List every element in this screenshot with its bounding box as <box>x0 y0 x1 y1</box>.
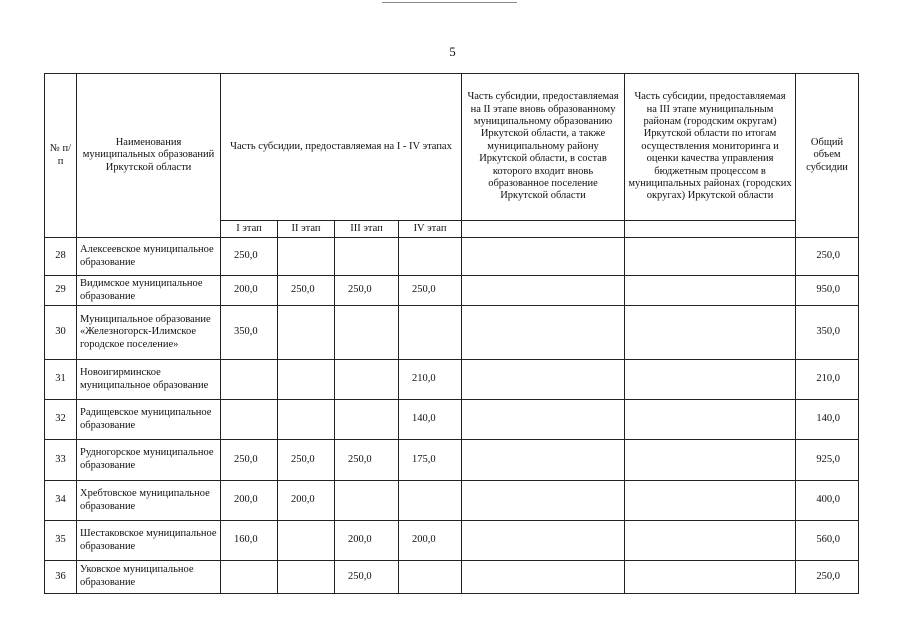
row-name: Рудногорское муниципальное образование <box>77 440 221 481</box>
row-new2 <box>462 400 625 440</box>
row-iii <box>625 238 796 276</box>
row-stage2 <box>278 521 335 561</box>
row-stage1: 160,0 <box>221 521 278 561</box>
header-stage-2: II этап <box>278 221 335 238</box>
table-row <box>45 440 859 481</box>
row-name: Уковское муниципальное образование <box>77 561 221 594</box>
row-num: 29 <box>45 276 77 306</box>
row-name: Видимское муниципальное образование <box>77 276 221 306</box>
row-stage3 <box>335 306 399 360</box>
row-total: 350,0 <box>796 306 859 360</box>
header-stages-group: Часть субсидии, предоставляемая на I - IV этапах <box>221 74 462 221</box>
row-name: Радищевское муниципальное образование <box>77 400 221 440</box>
row-stage4: 210,0 <box>399 360 462 400</box>
row-total: 140,0 <box>796 400 859 440</box>
row-stage3 <box>335 238 399 276</box>
row-name: Алексеевское муниципальное образование <box>77 238 221 276</box>
header-stage-1: I этап <box>221 221 278 238</box>
row-stage1: 250,0 <box>221 440 278 481</box>
row-total: 400,0 <box>796 481 859 521</box>
row-new2 <box>462 238 625 276</box>
row-name: Муниципальное образование «Железногорск-Илимское городское поселение» <box>77 306 221 360</box>
row-iii <box>625 360 796 400</box>
table-row <box>45 306 859 360</box>
table-row <box>45 360 859 400</box>
row-stage1 <box>221 561 278 594</box>
row-total: 560,0 <box>796 521 859 561</box>
table-row <box>45 276 859 306</box>
header-num: № п/п <box>45 74 77 238</box>
row-new2 <box>462 360 625 400</box>
row-new2 <box>462 306 625 360</box>
table-row <box>45 561 859 594</box>
row-iii <box>625 521 796 561</box>
row-num: 34 <box>45 481 77 521</box>
header-total: Общий объем субсидии <box>796 74 859 238</box>
row-stage1: 250,0 <box>221 238 278 276</box>
table-body <box>45 238 859 594</box>
row-stage4: 250,0 <box>399 276 462 306</box>
row-stage1: 200,0 <box>221 481 278 521</box>
row-stage2 <box>278 238 335 276</box>
row-stage4 <box>399 561 462 594</box>
row-iii <box>625 306 796 360</box>
row-new2 <box>462 276 625 306</box>
row-num: 32 <box>45 400 77 440</box>
row-iii <box>625 400 796 440</box>
row-stage3: 250,0 <box>335 561 399 594</box>
row-num: 30 <box>45 306 77 360</box>
row-stage1 <box>221 360 278 400</box>
row-stage2: 250,0 <box>278 276 335 306</box>
row-stage4: 175,0 <box>399 440 462 481</box>
row-stage3 <box>335 481 399 521</box>
table-row <box>45 481 859 521</box>
header-stage-4: IV этап <box>399 221 462 238</box>
row-stage4 <box>399 481 462 521</box>
row-stage3 <box>335 400 399 440</box>
row-num: 36 <box>45 561 77 594</box>
row-total: 925,0 <box>796 440 859 481</box>
row-stage4 <box>399 238 462 276</box>
row-stage4 <box>399 306 462 360</box>
header-blank-new2 <box>462 221 625 238</box>
row-new2 <box>462 440 625 481</box>
row-iii <box>625 481 796 521</box>
row-iii <box>625 561 796 594</box>
page-number: 5 <box>449 44 456 59</box>
table-row <box>45 400 859 440</box>
row-total: 950,0 <box>796 276 859 306</box>
row-stage3: 250,0 <box>335 440 399 481</box>
row-stage2 <box>278 306 335 360</box>
row-stage3 <box>335 360 399 400</box>
row-stage1 <box>221 400 278 440</box>
row-stage3: 250,0 <box>335 276 399 306</box>
row-stage2: 200,0 <box>278 481 335 521</box>
row-stage3: 200,0 <box>335 521 399 561</box>
header-blank-stage3 <box>625 221 796 238</box>
row-stage4: 200,0 <box>399 521 462 561</box>
row-total: 210,0 <box>796 360 859 400</box>
row-total: 250,0 <box>796 238 859 276</box>
row-stage4: 140,0 <box>399 400 462 440</box>
header-row <box>45 74 859 221</box>
row-stage2 <box>278 360 335 400</box>
header-stage-3: III этап <box>335 221 399 238</box>
table-row <box>45 238 859 276</box>
row-name: Новоигирминское муниципальное образование <box>77 360 221 400</box>
row-stage2: 250,0 <box>278 440 335 481</box>
row-stage1: 350,0 <box>221 306 278 360</box>
row-total: 250,0 <box>796 561 859 594</box>
header-name: Наименования муниципальных образований Иркутской области <box>77 74 221 238</box>
row-new2 <box>462 481 625 521</box>
row-num: 35 <box>45 521 77 561</box>
row-stage2 <box>278 400 335 440</box>
row-num: 28 <box>45 238 77 276</box>
row-stage1: 200,0 <box>221 276 278 306</box>
row-stage2 <box>278 561 335 594</box>
row-new2 <box>462 521 625 561</box>
row-iii <box>625 276 796 306</box>
top-edge-line <box>382 2 517 3</box>
row-iii <box>625 440 796 481</box>
row-new2 <box>462 561 625 594</box>
header-stage2-new: Часть субсидии, предоставляемая на II этапе вновь образованному муниципальному образованию Иркутской области, а также муниципальному району Иркутской области, в состав которого входит вновь образованное поселение Иркутской области <box>462 74 625 221</box>
subsidy-table <box>44 73 859 594</box>
table-row <box>45 521 859 561</box>
row-num: 31 <box>45 360 77 400</box>
header-stage3: Часть субсидии, предоставляемая на III этапе муниципальным районам (городским округам) Иркутской области по итогам осуществления мониторинга и оценки качества управления бюджетным процессом в муниципальных районах (городских округах) Иркутской области <box>625 74 796 221</box>
row-num: 33 <box>45 440 77 481</box>
row-name: Хребтовское муниципальное образование <box>77 481 221 521</box>
row-name: Шестаковское муниципальное образование <box>77 521 221 561</box>
